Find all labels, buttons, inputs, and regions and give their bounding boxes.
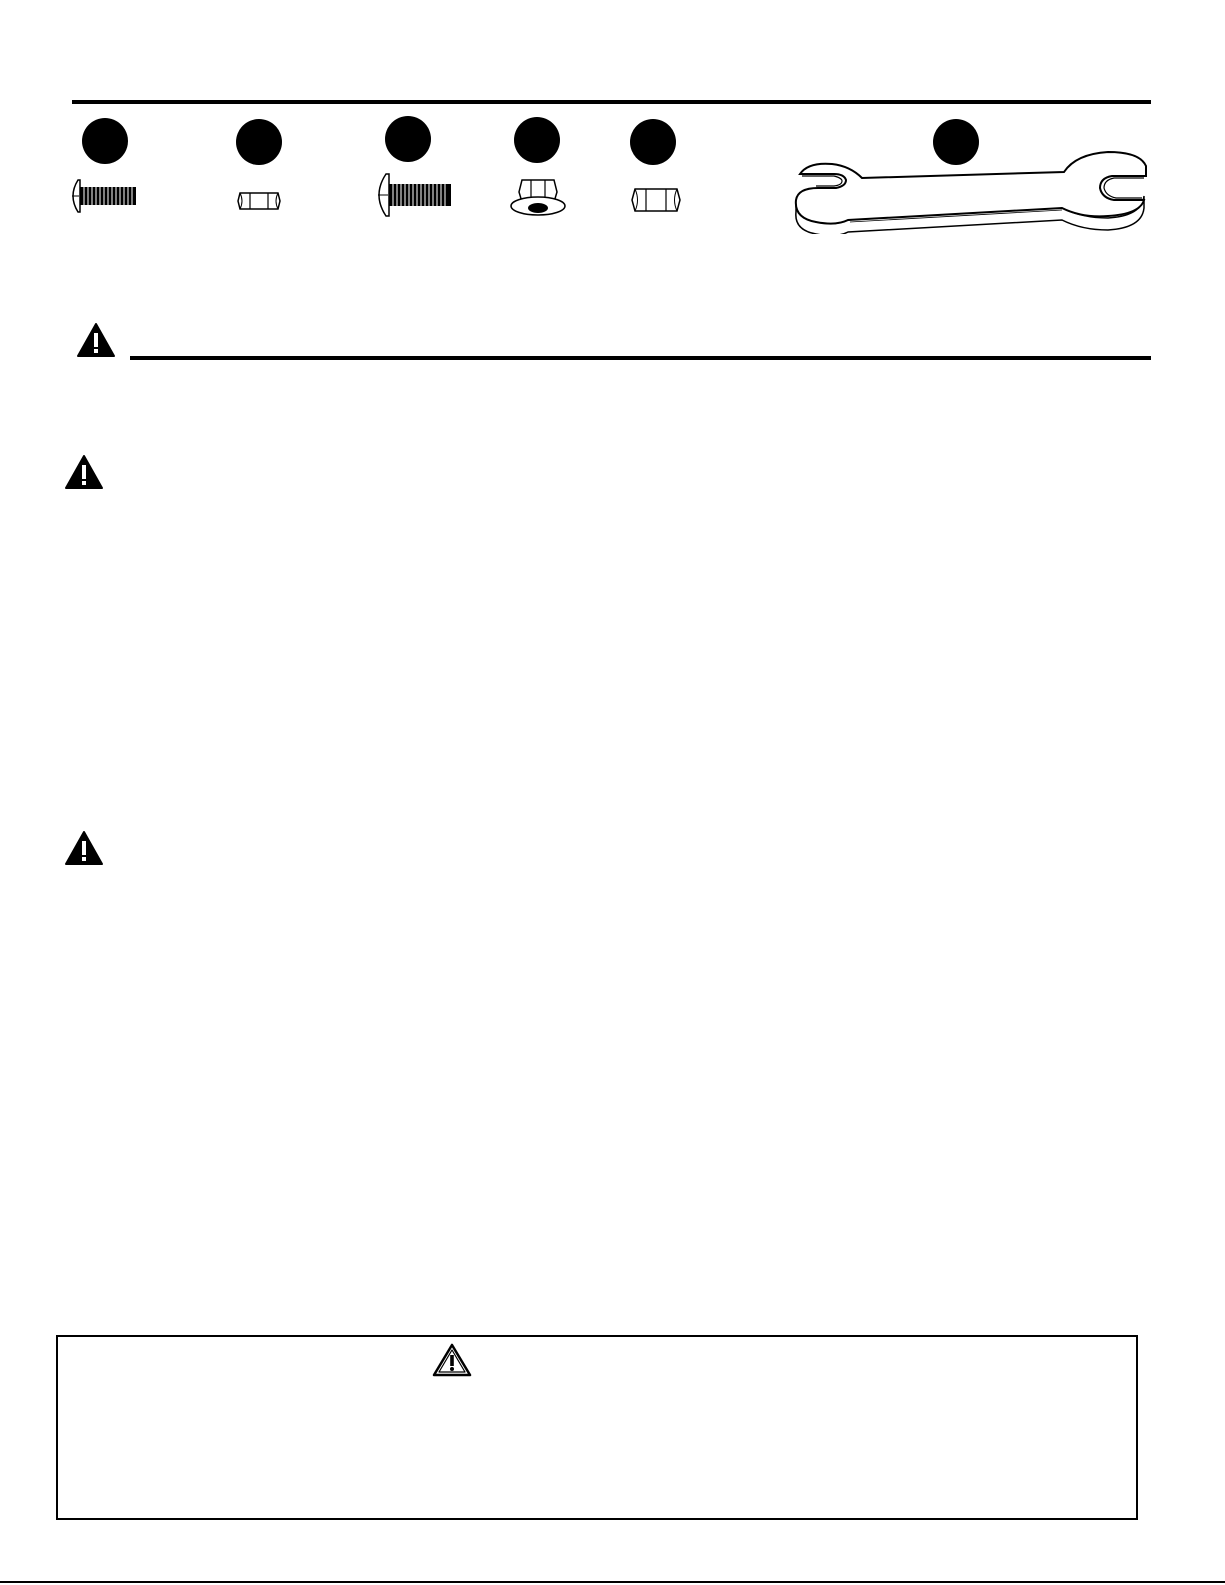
warnings-section-rule	[130, 356, 1151, 360]
button-head-screw-long-icon	[372, 172, 454, 218]
notice-box	[56, 1335, 1138, 1520]
hardware-badge-3	[385, 116, 431, 162]
outlined-warning-triangle-icon	[431, 1342, 473, 1378]
open-end-wrench-icon	[790, 148, 1152, 234]
warning-triangle-icon	[64, 454, 104, 490]
hardware-badge-1	[82, 118, 128, 164]
hex-nut-icon	[630, 186, 682, 214]
warning-triangle-icon	[64, 830, 104, 866]
page-bottom-rule	[0, 1581, 1225, 1583]
button-head-screw-short-icon	[66, 178, 138, 214]
hardware-badge-4	[514, 117, 560, 163]
warning-triangle-icon	[76, 322, 116, 358]
flange-nut-icon	[509, 178, 567, 218]
small-hex-nut-icon	[236, 190, 282, 212]
hardware-badge-2	[236, 119, 282, 165]
hardware-badge-5	[630, 119, 676, 165]
hardware-section-rule	[72, 100, 1151, 104]
